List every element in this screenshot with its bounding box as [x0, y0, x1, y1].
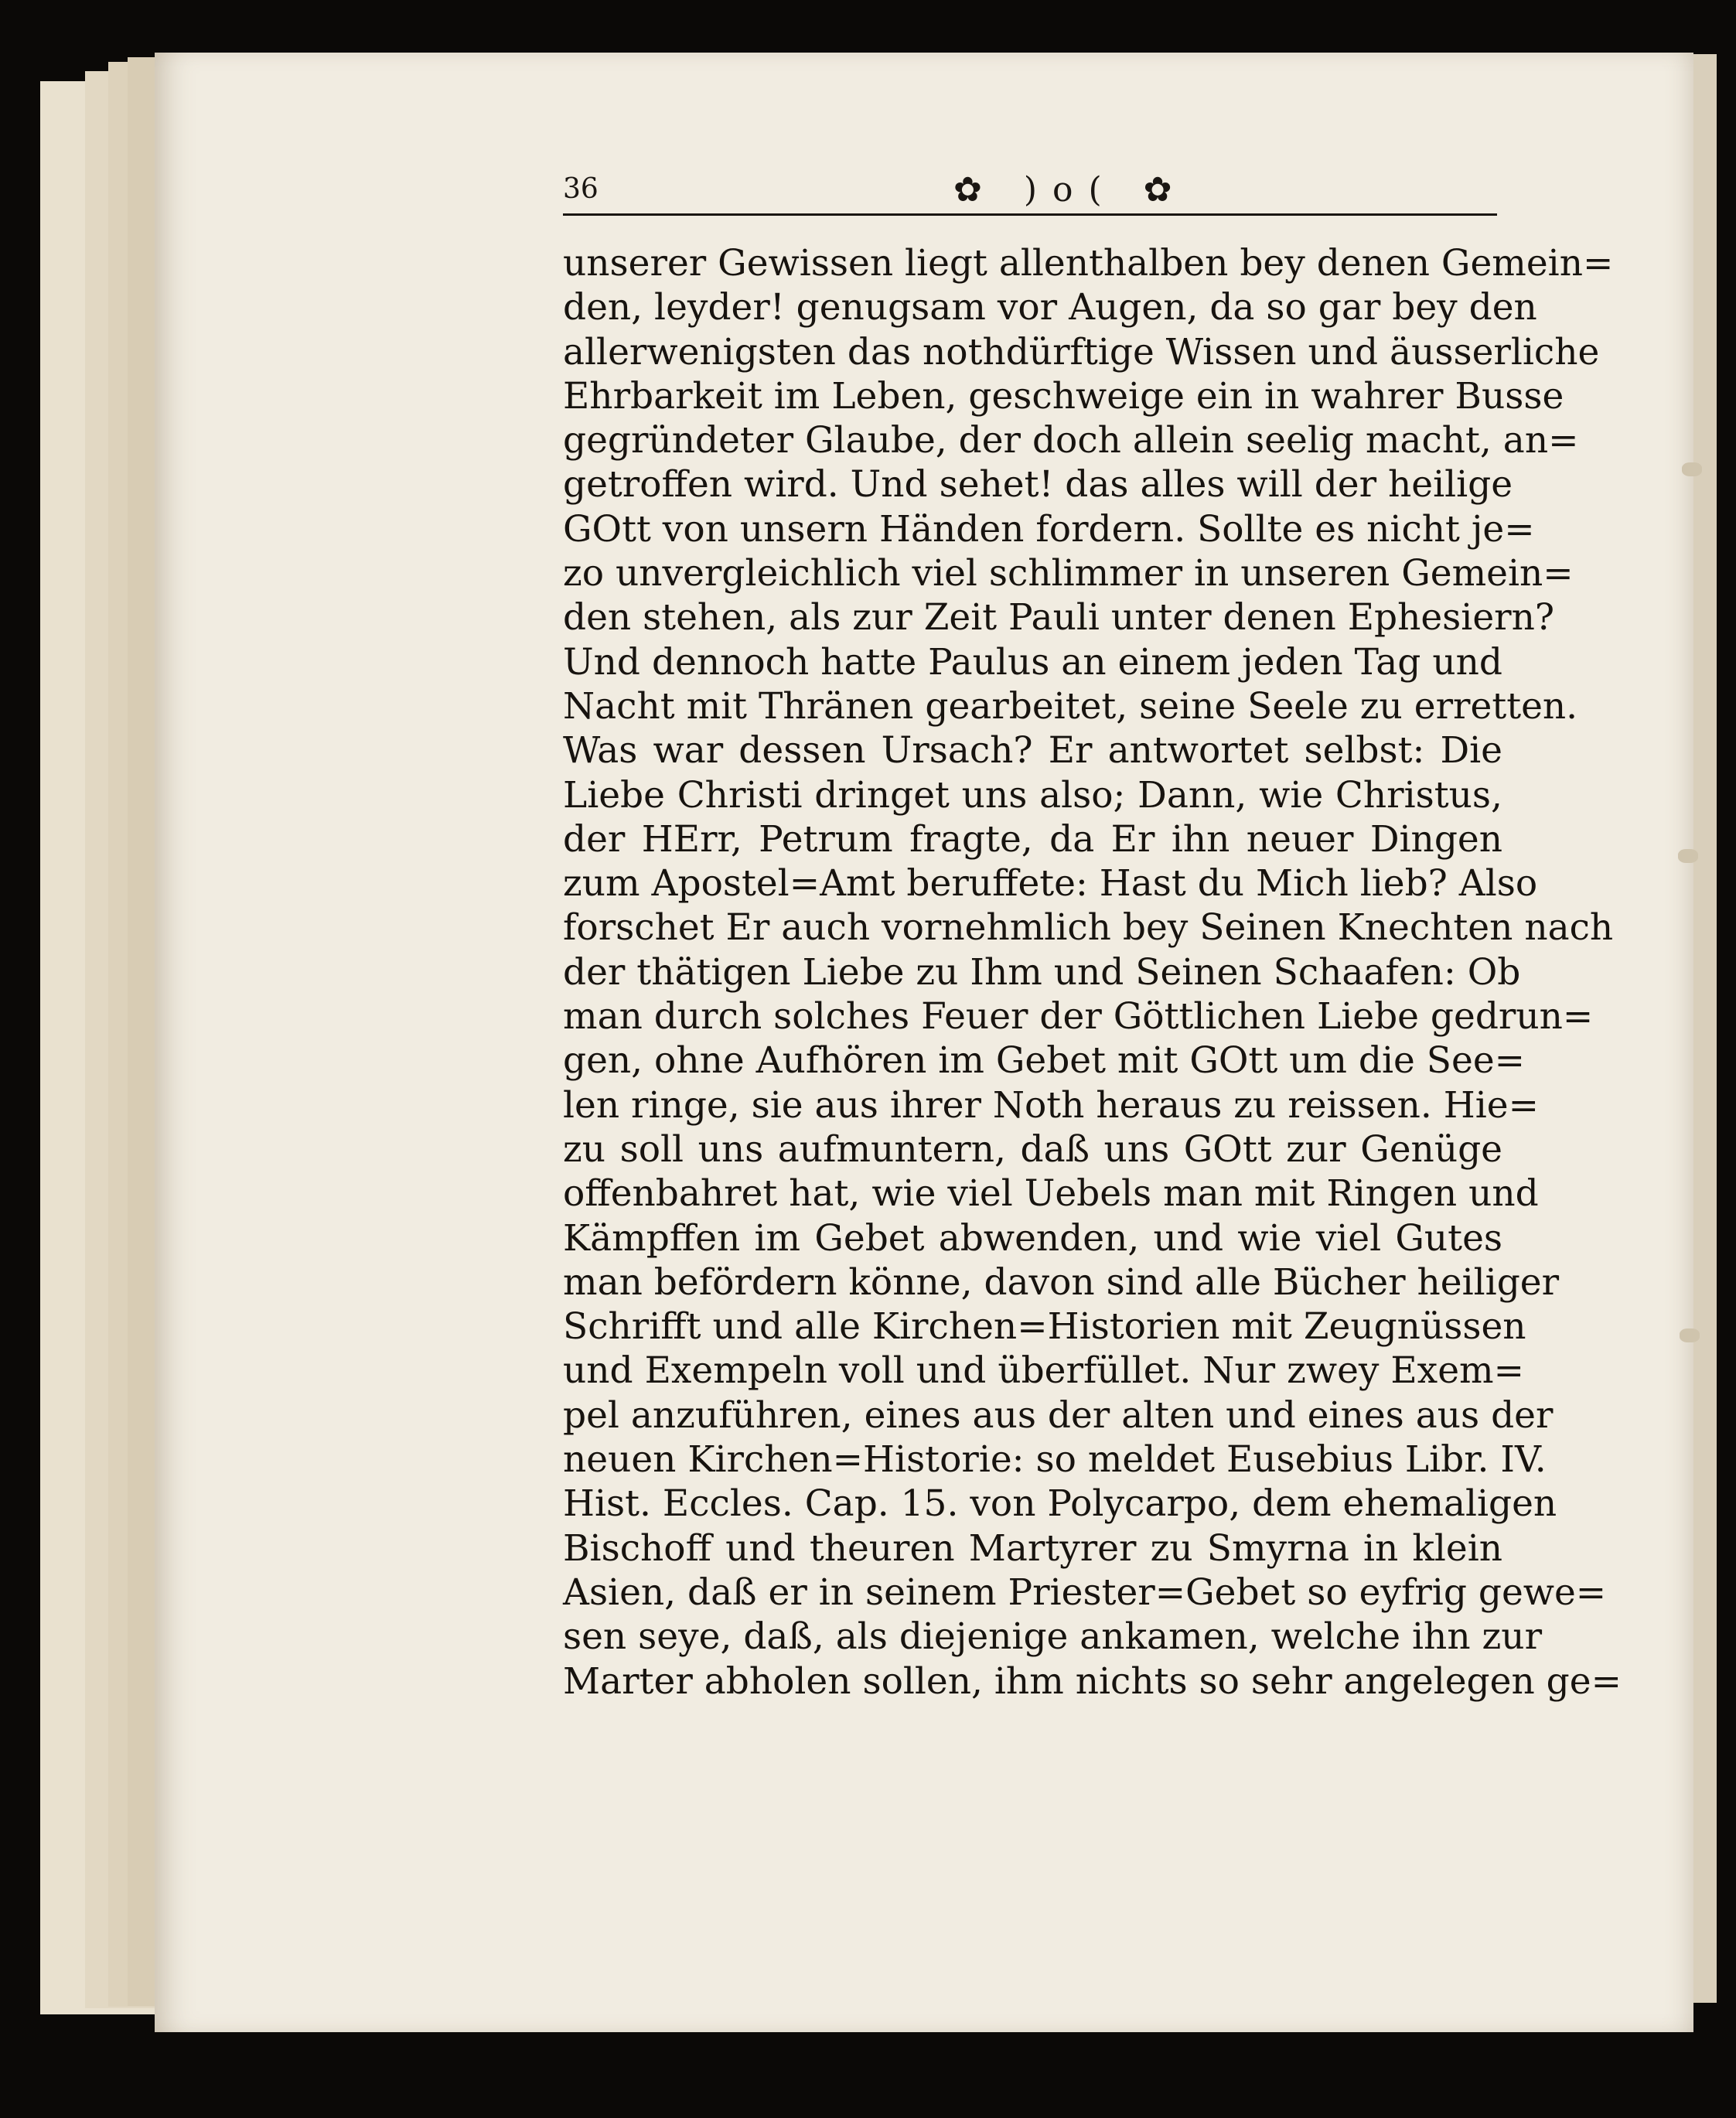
binding-mark	[1682, 462, 1702, 476]
text-line: len ringe, sie aus ihrer Noth heraus zu reissen. Hie=	[563, 1083, 1539, 1127]
text-line: Was war dessen Ursach? Er antwortet selbst: Die	[563, 729, 1502, 773]
text-line: Und dennoch hatte Paulus an einem jeden Tag und	[563, 640, 1502, 684]
text-line: man befördern könne, davon sind alle Bücher heiliger	[563, 1260, 1560, 1304]
text-line: Liebe Christi dringet uns also; Dann, wie Christus,	[563, 773, 1502, 817]
text-line: der thätigen Liebe zu Ihm und Seinen Schaafen: Ob	[563, 950, 1521, 994]
text-line: Ehrbarkeit im Leben, geschweige ein in wahrer Busse	[563, 374, 1564, 418]
text-line: Kämpffen im Gebet abwenden, und wie viel Gutes	[563, 1216, 1502, 1260]
header-ornament: ✿ )o( ✿	[953, 170, 1188, 210]
body-text	[563, 241, 1622, 1704]
text-line: Asien, daß er in seinem Priester=Gebet so eyfrig gewe=	[563, 1571, 1607, 1614]
text-line: sen seye, daß, als diejenige ankamen, welche ihn zur	[563, 1615, 1543, 1659]
text-line: forschet Er auch vornehmlich bey Seinen Knechten nach	[563, 906, 1614, 950]
page-header	[563, 170, 1497, 217]
text-line: den, leyder! genugsam vor Augen, da so gar bey den	[563, 286, 1537, 329]
text-line: der HErr, Petrum fragte, da Er ihn neuer Dingen	[563, 817, 1502, 861]
text-line: unserer Gewissen liegt allenthalben bey denen Gemein=	[563, 242, 1614, 285]
text-line: man durch solches Feuer der Göttlichen Liebe gedrun=	[563, 995, 1594, 1039]
text-line: gegründeter Glaube, der doch allein seelig macht, an=	[563, 419, 1579, 462]
text-line: Nacht mit Thränen gearbeitet, seine Seele zu erretten.	[563, 684, 1578, 728]
binding-mark	[1680, 1328, 1700, 1342]
text-line: Bischoff und theuren Martyrer zu Smyrna in klein	[563, 1526, 1502, 1570]
text-line: und Exempeln voll und überfüllet. Nur zwey Exem=	[563, 1349, 1524, 1393]
header-rule	[563, 213, 1497, 216]
text-line: zu soll uns aufmuntern, daß uns GOtt zur Genüge	[563, 1127, 1502, 1171]
text-line: Schrifft und alle Kirchen=Historien mit Zeugnüssen	[563, 1305, 1526, 1349]
text-line: zo unvergleichlich viel schlimmer in unseren Gemein=	[563, 552, 1574, 595]
text-line: offenbahret hat, wie viel Uebels man mit Ringen und	[563, 1172, 1539, 1216]
text-line: gen, ohne Aufhören im Gebet mit GOtt um die See=	[563, 1039, 1526, 1083]
text-line: getroffen wird. Und sehet! das alles will der heilige	[563, 463, 1513, 506]
binding-mark	[1678, 849, 1698, 863]
text-line: allerwenigsten das nothdürftige Wissen und äusserliche	[563, 330, 1600, 373]
text-line: Marter abholen sollen, ihm nichts so sehr angelegen ge=	[563, 1659, 1622, 1703]
text-line: den stehen, als zur Zeit Pauli unter denen Ephesiern?	[563, 596, 1555, 639]
text-line: neuen Kirchen=Historie: so meldet Eusebius Libr. IV.	[563, 1438, 1547, 1482]
text-line: GOtt von unsern Händen fordern. Sollte es nicht je=	[563, 507, 1535, 551]
text-line: pel anzuführen, eines aus der alten und eines aus der	[563, 1393, 1554, 1437]
text-line: zum Apostel=Amt beruffete: Hast du Mich lieb? Also	[563, 862, 1538, 906]
page-number: 36	[563, 173, 599, 205]
text-line: Hist. Eccles. Cap. 15. von Polycarpo, dem ehemaligen	[563, 1482, 1557, 1526]
